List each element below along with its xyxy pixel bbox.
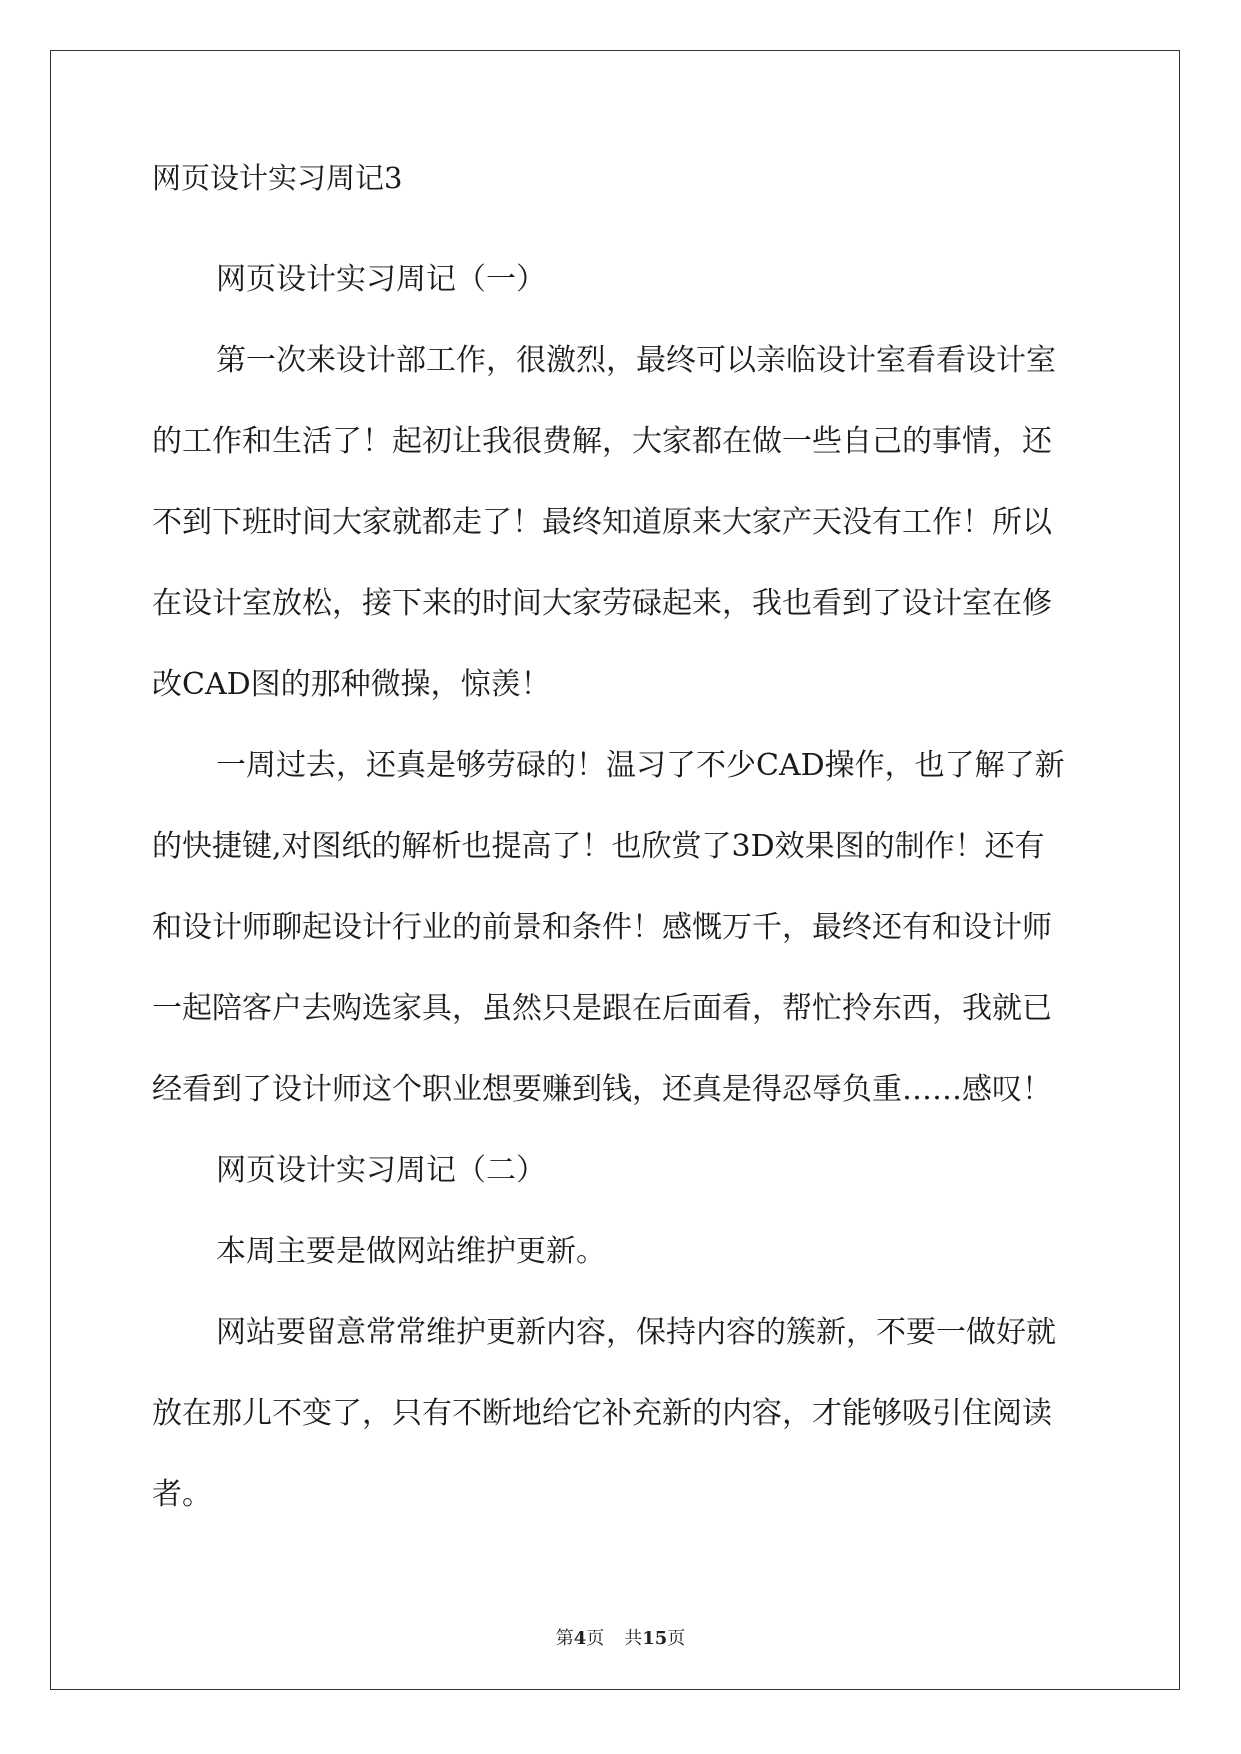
paragraph-line: 一周过去，还真是够劳碌的！温习了不少CAD操作，也了解了新 [216,748,1065,783]
total-prefix: 共 [624,1628,643,1649]
paragraph-line: 者。 [152,1477,212,1512]
paragraph-line: 放在那儿不变了，只有不断地给它补充新的内容，才能够吸引住阅读 [152,1396,1052,1431]
page-number: 4 [573,1628,587,1649]
paragraph-line: 网站要留意常常维护更新内容，保持内容的簇新，不要一做好就 [216,1315,1056,1350]
document-body [152,158,1092,1535]
paragraph-line: 不到下班时间大家就都走了！最终知道原来大家产天没有工作！所以 [152,505,1052,540]
paragraph-line: 一起陪客户去购选家具，虽然只是跟在后面看，帮忙拎东西，我就已 [152,991,1052,1026]
page-prefix: 第 [555,1628,574,1649]
paragraph-line: 本周主要是做网站维护更新。 [216,1234,606,1269]
paragraph-line: 的快捷键,对图纸的解析也提高了！也欣赏了3D效果图的制作！还有 [152,829,1045,864]
section-heading-1: 网页设计实习周记（一） [216,262,546,297]
total-suffix: 页 [667,1628,686,1649]
total-pages: 15 [642,1628,668,1649]
paragraph-line: 经看到了设计师这个职业想要赚到钱，还真是得忍辱负重……感叹！ [152,1072,1052,1107]
paragraph-line: 和设计师聊起设计行业的前景和条件！感慨万千，最终还有和设计师 [152,910,1052,945]
paragraph-line: 在设计室放松，接下来的时间大家劳碌起来，我也看到了设计室在修 [152,586,1052,621]
document-title: 网页设计实习周记3 [152,161,403,195]
paragraph-line: 第一次来设计部工作，很激烈，最终可以亲临设计室看看设计室 [216,343,1056,378]
section-heading-2: 网页设计实习周记（二） [216,1153,546,1188]
page-footer [0,1624,1241,1650]
paragraph-line: 改CAD图的那种微操，惊羡！ [152,667,551,702]
paragraph-line: 的工作和生活了！起初让我很费解，大家都在做一些自己的事情，还 [152,424,1052,459]
page-suffix: 页 [586,1628,605,1649]
